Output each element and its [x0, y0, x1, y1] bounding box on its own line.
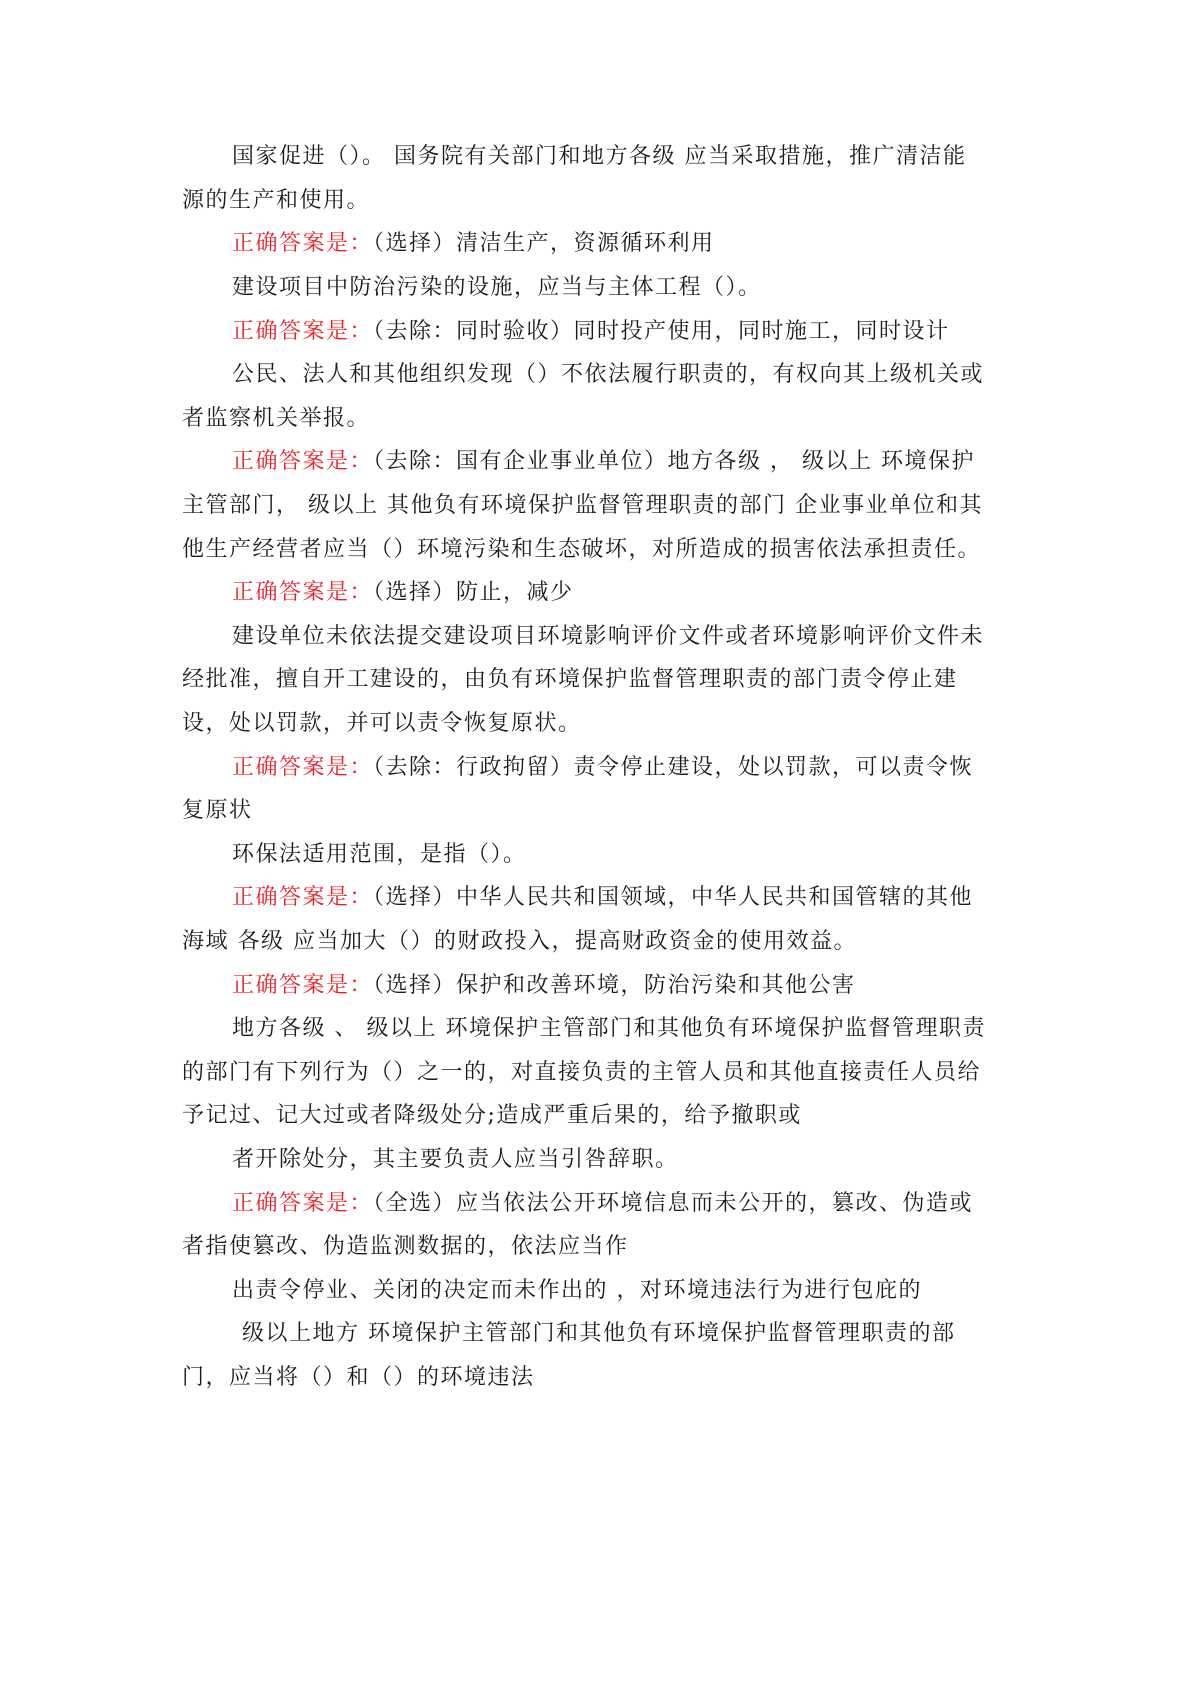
answer-continuation: 者指使篡改、伪造监测数据的，依法应当作 — [182, 1234, 629, 1259]
question-text: 主管部门， 级以上 其他负有环境保护监督管理职责的部门 企业事业单位和其 — [182, 493, 983, 518]
answer-label: 正确答案是： — [232, 580, 374, 605]
answer-label: 正确答案是： — [232, 755, 374, 780]
answer-line: 正确答案是：（选择）保护和改善环境，防治污染和其他公害 — [232, 973, 856, 998]
answer-line: 正确答案是：（选择）防止，减少 — [232, 580, 574, 605]
question-text: 海域 各级 应当加大（）的财政投入，提高财政资金的使用效益。 — [182, 929, 857, 954]
question-text: 环保法适用范围，是指（）。 — [232, 842, 527, 867]
answer-label: 正确答案是： — [232, 973, 374, 998]
answer-line: 正确答案是：（选择）中华人民共和国领域，中华人民共和国管辖的其他 — [232, 885, 974, 910]
answer-label: 正确答案是： — [232, 449, 374, 474]
question-text: 者开除处分，其主要负责人应当引咎辞职。 — [232, 1147, 679, 1172]
answer-label: 正确答案是： — [232, 885, 374, 910]
answer-line: 正确答案是：（全选）应当依法公开环境信息而未公开的，篡改、伪造或 — [232, 1191, 974, 1216]
question-text: 建设项目中防治污染的设施，应当与主体工程（）。 — [232, 275, 762, 300]
answer-line: 正确答案是：（去除：国有企业事业单位）地方各级 ， 级以上 环境保护 — [232, 449, 975, 474]
answer-label: 正确答案是： — [232, 1191, 374, 1216]
answer-line: 正确答案是：（去除：同时验收）同时投产使用，同时施工，同时设计 — [232, 319, 950, 344]
question-text: 设，处以罚款，并可以责令恢复原状。 — [182, 711, 582, 736]
answer-label: 正确答案是： — [232, 319, 374, 344]
question-text: 地方各级 、 级以上 环境保护主管部门和其他负有环境保护监督管理职责 — [232, 1016, 986, 1041]
question-text: 予记过、记大过或者降级处分;造成严重后果的，给予撤职或 — [182, 1103, 802, 1128]
answer-line: 正确答案是：（选择）清洁生产，资源循环利用 — [232, 231, 715, 256]
question-text: 经批准，擅自开工建设的，由负有环境保护监督管理职责的部门责令停止建 — [182, 667, 958, 692]
question-text: 级以上地方 环境保护主管部门和其他负有环境保护监督管理职责的部 — [242, 1321, 956, 1346]
question-text: 公民、法人和其他组织发现（）不依法履行职责的，有权向其上级机关或 — [232, 362, 985, 387]
question-text: 源的生产和使用。 — [182, 188, 371, 213]
answer-continuation: 出责令停业、关闭的决定而未作出的 ，对环境违法行为进行包庇的 — [232, 1278, 922, 1303]
question-text: 他生产经营者应当（）环境污染和生态破坏，对所造成的损害依法承担责任。 — [182, 537, 982, 562]
answer-continuation: 复原状 — [182, 798, 253, 823]
question-text: 门，应当将（）和（）的环境违法 — [182, 1365, 535, 1390]
question-text: 国家促进（）。 国务院有关部门和地方各级 应当采取措施，推广清洁能 — [232, 144, 967, 169]
answer-label: 正确答案是： — [232, 231, 374, 256]
question-text: 建设单位未依法提交建设项目环境影响评价文件或者环境影响评价文件未 — [232, 624, 985, 649]
question-text: 的部门有下列行为（）之一的，对直接负责的主管人员和其他直接责任人员给 — [182, 1060, 982, 1085]
question-text: 者监察机关举报。 — [182, 406, 371, 431]
answer-line: 正确答案是：（去除：行政拘留）责令停止建设，处以罚款，可以责令恢 — [232, 755, 974, 780]
